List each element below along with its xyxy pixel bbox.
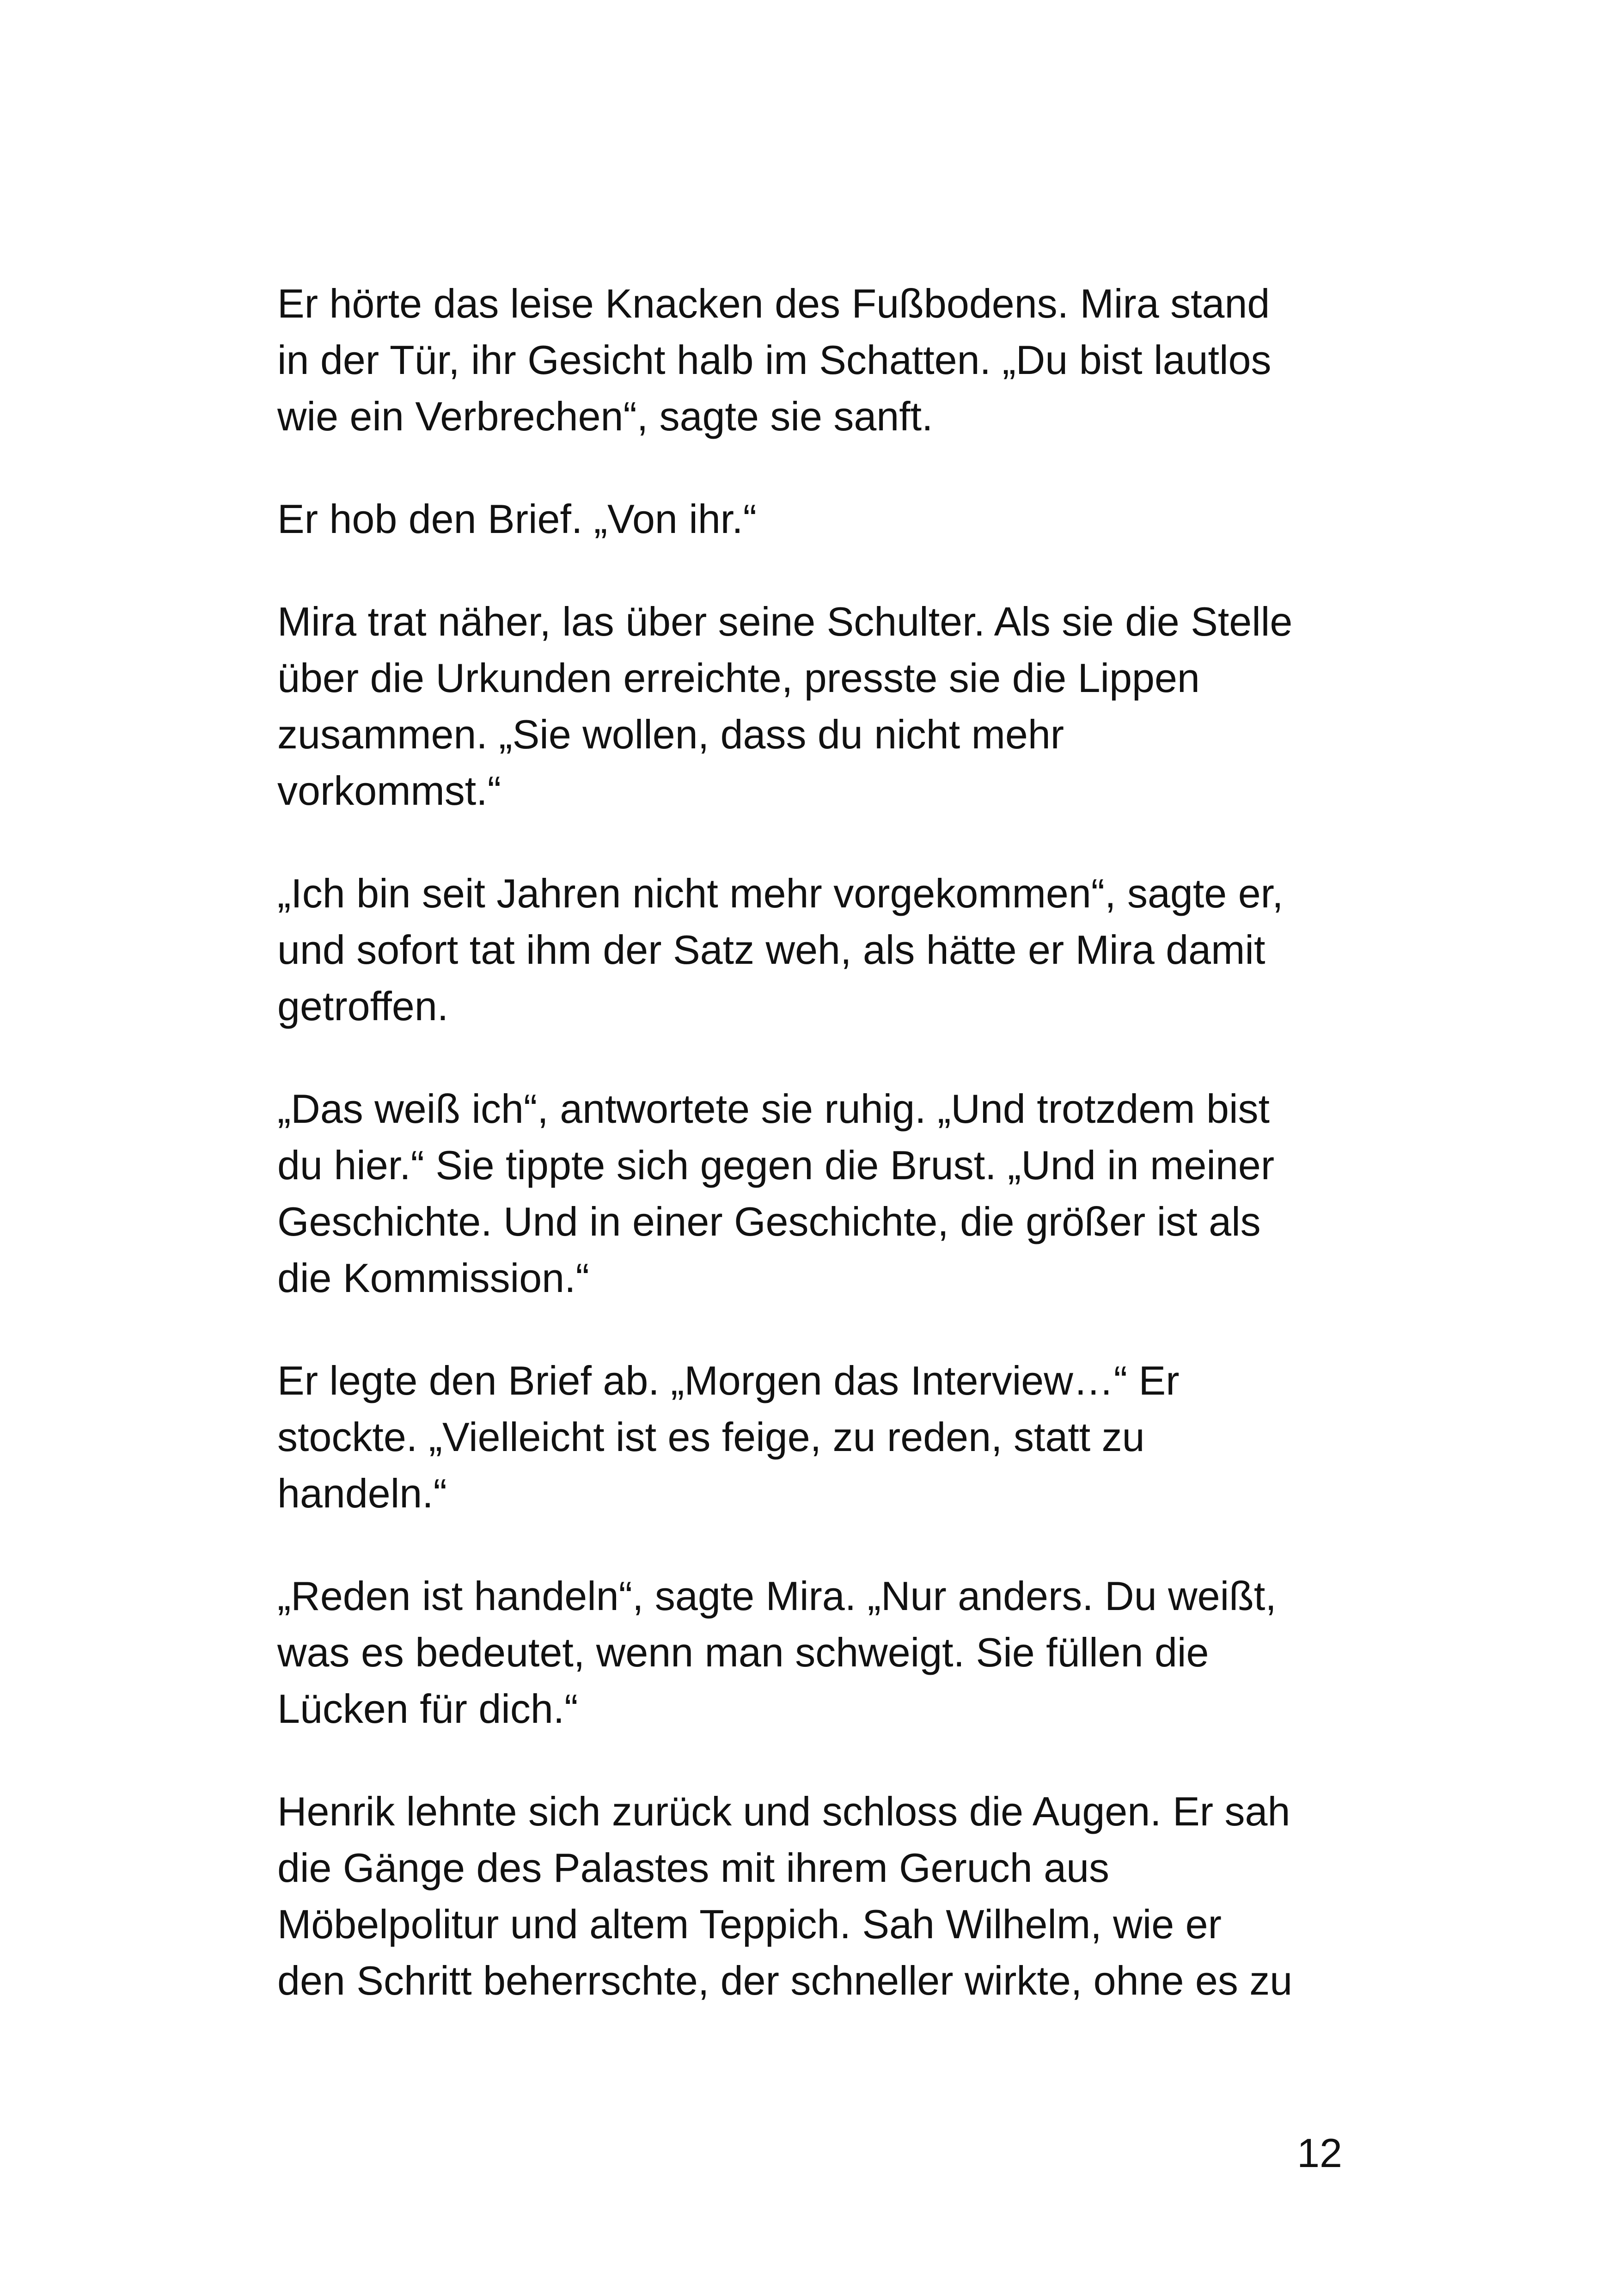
body-text (277, 276, 1345, 2055)
paragraph-3: Mira trat näher, las über seine Schulter. Als sie die Stelle über die Urkunden erreichte, presste sie die Lippen zusammen. „Sie wollen, dass du nicht mehr vorkommst.“ (277, 599, 1293, 814)
page-number: 12 (1297, 2130, 1342, 2176)
paragraph-7: „Reden ist handeln“, sagte Mira. „Nur anders. Du weißt, was es bedeutet, wenn man schweigt. Sie füllen die Lücken für dich.“ (277, 1573, 1277, 1732)
paragraph-2: Er hob den Brief. „Von ihr.“ (277, 496, 757, 542)
paragraph-8: Henrik lehnte sich zurück und schloss die Augen. Er sah die Gänge des Palastes mit ihrem Geruch aus Möbelpolitur und altem Teppich. Sah Wilhelm, wie er den Schritt beherrschte, der schneller wirkte, ohne es zu (277, 1788, 1293, 2003)
paragraph-4: „Ich bin seit Jahren nicht mehr vorgekommen“, sagte er, und sofort tat ihm der Satz weh, als hätte er Mira damit getroffen. (277, 870, 1284, 1029)
paragraph-1: Er hörte das leise Knacken des Fußbodens. Mira stand in der Tür, ihr Gesicht halb im Schatten. „Du bist lautlos wie ein Verbrechen“, sagte sie sanft. (277, 281, 1272, 439)
paragraph-5: „Das weiß ich“, antwortete sie ruhig. „Und trotzdem bist du hier.“ Sie tippte sich gegen die Brust. „Und in meiner Geschichte. Und in einer Geschichte, die größer ist als die Kommission.“ (277, 1086, 1275, 1301)
paragraph-6: Er legte den Brief ab. „Morgen das Interview…“ Er stockte. „Vielleicht ist es feige, zu reden, statt zu handeln.“ (277, 1358, 1180, 1516)
